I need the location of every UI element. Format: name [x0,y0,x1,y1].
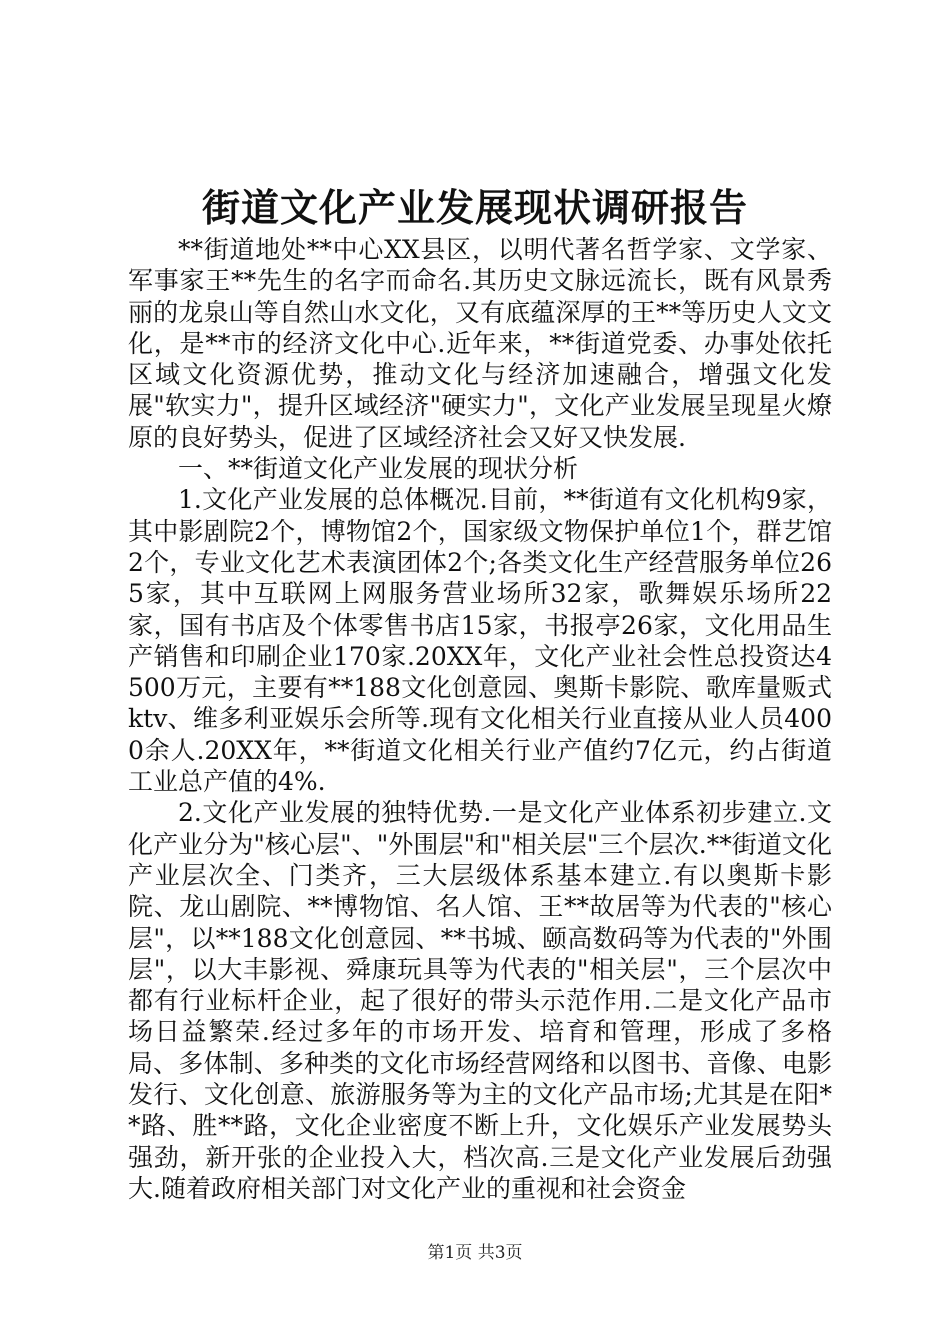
document-title: 街道文化产业发展现状调研报告 [201,185,748,230]
page-number-footer: 第1页 共3页 [427,1243,523,1263]
overview-paragraph: 1.文化产业发展的总体概况.目前，**街道有文化机构9家，其中影剧院2个，博物馆2个，国家级文物保护单位1个，群艺馆2个，专业文化艺术表演团体2个;各类文化生产经营服务单位265家，其中互联网上网服务营业场所32家，歌舞娱乐场所22家，国有书店及个体零售书店15家，书报亭26家，文化用品生产销售和印刷企业170家.20XX年，文化产业社会性总投资达4500万元，主要有**188文化创意园、奥斯卡影院、歌库量贩式ktv、维多利亚娱乐会所等.现有文化相关行业直接从业人员4000余人.20XX年，**街道文化相关行业产值约7亿元，约占街道工业总产值的4%. [128,485,832,797]
intro-paragraph: **街道地处**中心XX县区，以明代著名哲学家、文学家、军事家王**先生的名字而命名.其历史文脉远流长，既有风景秀丽的龙泉山等自然山水文化，又有底蕴深厚的王**等历史人文文化，是**市的经济文化中心.近年来，**街道党委、办事处依托区域文化资源优势，推动文化与经济加速融合，增强文化发展"软实力"，提升区域经济"硬实力"，文化产业发展呈现星火燎原的良好势头，促进了区域经济社会又好又快发展. [128,235,832,452]
section-heading: 一、**街道文化产业发展的现状分析 [178,454,579,484]
advantages-paragraph: 2.文化产业发展的独特优势.一是文化产业体系初步建立.文化产业分为"核心层"、"外围层"和"相关层"三个层次.**街道文化产业层次全、门类齐，三大层级体系基本建立.有以奥斯卡影院、龙山剧院、**博物馆、名人馆、王**故居等为代表的"核心层"，以**188文化创意园、**书城、颐高数码等为代表的"外围层"，以大丰影视、舜康玩具等为代表的"相关层"，三个层次中都有行业标杆企业，起了很好的带头示范作用.二是文化产品市场日益繁荣.经过多年的市场开发、培育和管理，形成了多格局、多体制、多种类的文化市场经营网络和以图书、音像、电影发行、文化创意、旅游服务等为主的文化产品市场;尤其是在阳**路、胜**路，文化企业密度不断上升，文化娱乐产业发展势头强劲，新开张的企业投入大，档次高.三是文化产业发展后劲强大.随着政府相关部门对文化产业的重视和社会资金 [128,798,832,1203]
document-body [128,234,832,1204]
